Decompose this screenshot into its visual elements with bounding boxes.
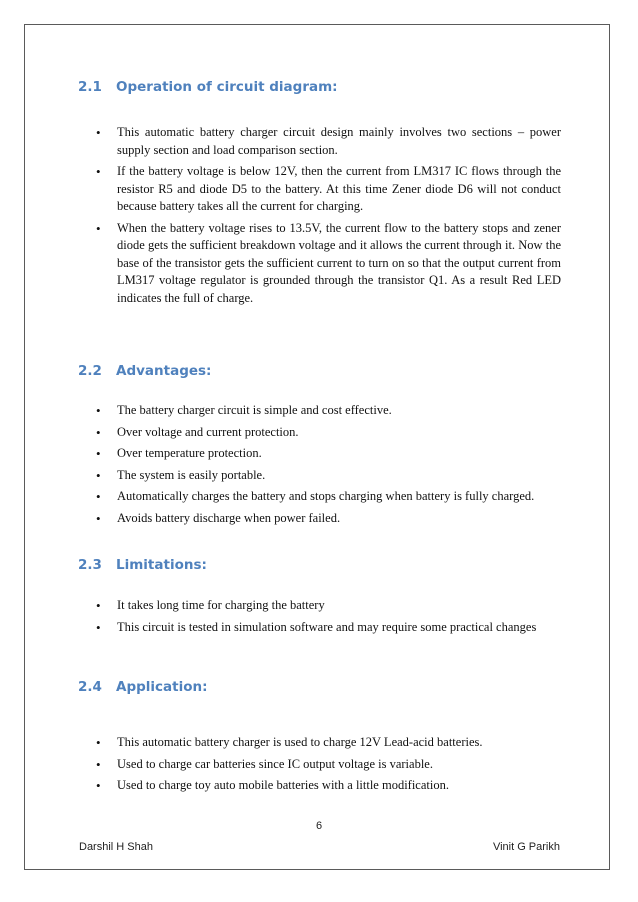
list-item: • This circuit is tested in simulation software and may require some practical changes (96, 619, 561, 637)
advantages-list (96, 402, 561, 527)
section-number: 2.2 (78, 363, 102, 379)
list-item: • Automatically charges the battery and stops charging when battery is fully charged. (96, 488, 561, 506)
section-title: Application: (116, 679, 208, 695)
list-item: • Used to charge toy auto mobile batteries with a little modification. (96, 777, 561, 795)
limitations-list (96, 597, 561, 636)
section-title: Operation of circuit diagram: (116, 79, 338, 95)
application-list (96, 734, 561, 795)
footer-right-author: Vinit G Parikh (492, 841, 560, 853)
list-item: • This automatic battery charger is used to charge 12V Lead-acid batteries. (96, 734, 561, 752)
page-number: 6 (315, 820, 323, 832)
list-item: • Over voltage and current protection. (96, 424, 561, 442)
operation-list (96, 124, 561, 307)
section-title: Limitations: (116, 557, 207, 573)
list-item: • This automatic battery charger circuit design mainly involves two sections – power supply section and load comparison section. (96, 124, 561, 159)
section-title: Advantages: (116, 363, 212, 379)
list-item: • Over temperature protection. (96, 445, 561, 463)
list-item: • If the battery voltage is below 12V, then the current from LM317 IC flows through the resistor R5 and diode D5 to the battery. At this time Zener diode D6 will not conduct because battery takes all the current for charging. (96, 163, 561, 216)
list-item: • It takes long time for charging the battery (96, 597, 561, 615)
section-number: 2.3 (78, 557, 102, 573)
section-number: 2.1 (78, 79, 102, 95)
list-item: • When the battery voltage rises to 13.5V, the current flow to the battery stops and zener diode gets the sufficient breakdown voltage and it allows the current through it. Now the base of the transistor gets the sufficient current to turn on so that the output current from LM317 voltage regulator is grounded through the transistor Q1. As a result Red LED indicates the full of charge. (96, 220, 561, 308)
footer-left-author: Darshil H Shah (79, 841, 153, 853)
list-item: • The battery charger circuit is simple and cost effective. (96, 402, 561, 420)
list-item: • Avoids battery discharge when power failed. (96, 510, 561, 528)
list-item: • Used to charge car batteries since IC output voltage is variable. (96, 756, 561, 774)
section-heading-2-2 (78, 363, 211, 379)
section-heading-2-4 (78, 679, 208, 695)
list-item: • The system is easily portable. (96, 467, 561, 485)
section-number: 2.4 (78, 679, 102, 695)
section-heading-2-1 (78, 79, 338, 95)
section-heading-2-3 (78, 557, 207, 573)
